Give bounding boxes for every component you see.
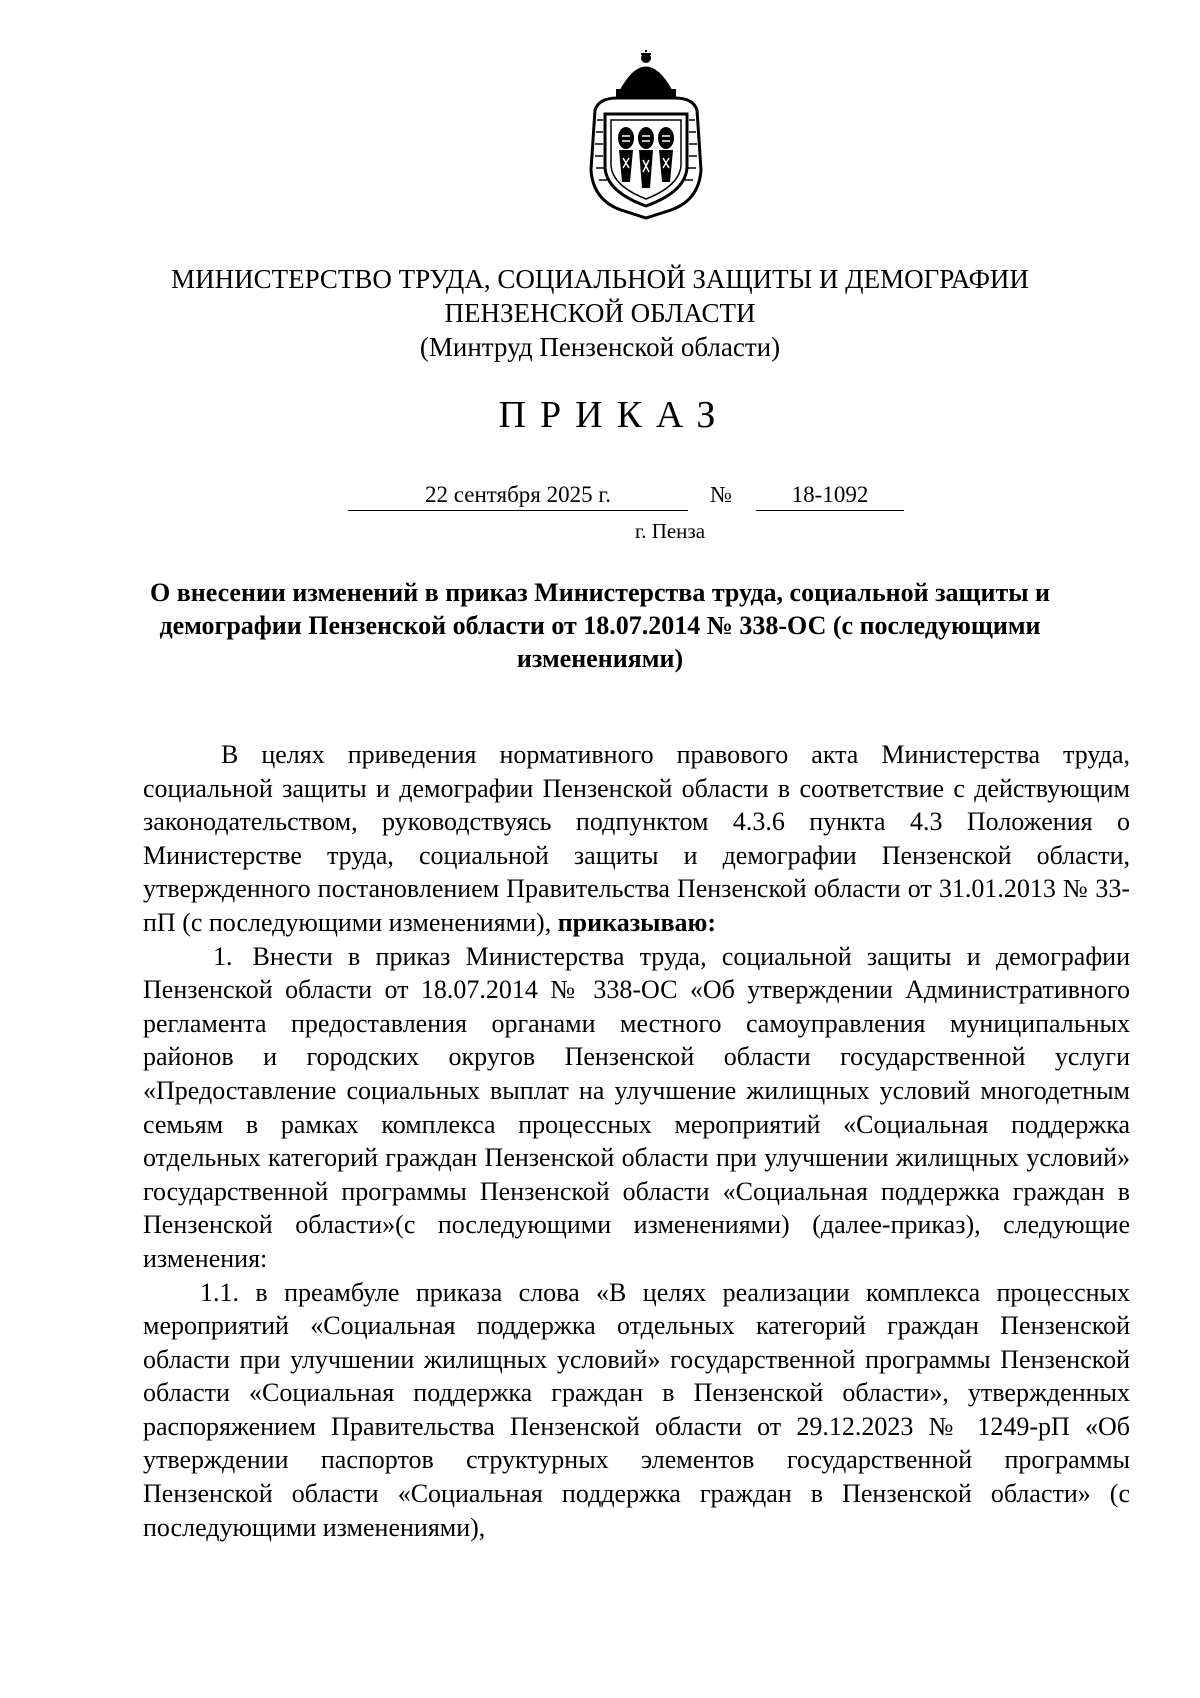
item-1-paragraph <box>143 940 1130 1276</box>
order-subject: О внесении изменений в приказ Министерства труда, социальной защиты и демографии Пензенской области от 18.07.2014 № 338-ОС (с последующими изменениями) <box>149 578 1051 673</box>
org-line-2: ПЕНЗЕНСКОЙ ОБЛАСТИ <box>444 298 756 328</box>
item-1-number: 1. <box>213 941 233 971</box>
item-1-text: Внести в приказ Министерства труда, социальной защиты и демографии Пензенской области от 18.07.2014 № 338-ОС «Об утверждении Административного регламента предоставления органами местного самоуправления муниципальных районов и городских округов Пензенской области государственной услуги «Предоставление социальных выплат на улучшение жилищных условий многодетным семьям в рамках комплекса процессных мероприятий «Социальная поддержка отдельных категорий граждан Пензенской области при улучшении жилищных условий» государственной программы Пензенской области «Социальная поддержка граждан в Пензенской области»(с последующими изменениями) (далее-приказ), следующие изменения: <box>143 941 1130 1273</box>
decree-word: приказываю: <box>557 907 717 937</box>
org-short-name: (Минтруд Пензенской области) <box>419 332 781 362</box>
item-1-1-paragraph: 1.1. в преамбуле приказа слова «В целях реализации комплекса процессных мероприятий «Социальная поддержка отдельных категорий граждан Пензенской области при улучшении жилищных условий» государственной программы Пензенской области «Социальная поддержка граждан в Пензенской области», утвержденных распоряжением Правительства Пензенской области от 29.12.2023 № 1249-рП «Об утверждении паспортов структурных элементов государственной программы Пензенской области «Социальная поддержка граждан в Пензенской области» (с последующими изменениями), <box>143 1277 1130 1542</box>
coat-of-arms-icon <box>581 50 711 220</box>
order-title: ПРИКАЗ <box>498 394 730 436</box>
number-sign: № <box>710 482 732 507</box>
preamble-paragraph <box>143 738 1130 940</box>
ministry-name <box>0 262 1200 364</box>
order-date: 22 сентября 2025 г. <box>348 480 688 511</box>
order-number: 18-1092 <box>756 480 904 511</box>
order-city: г. Пенза <box>634 519 706 543</box>
preamble-text: В целях приведения нормативного правового акта Министерства труда, социальной защиты и демографии Пензенской области в соответствие с действующим законодательством, руководствуясь подпунктом 4.3.6 пункта 4.3 Положения о Министерстве труда, социальной защиты и демографии Пензенской области, утвержденного постановлением Правительства Пензенской области от 31.01.2013 № 33-пП (с последующими изменениями), <box>143 740 1130 937</box>
org-line-1: МИНИСТЕРСТВО ТРУДА, СОЦИАЛЬНОЙ ЗАЩИТЫ И ДЕМОГРАФИИ <box>171 264 1029 294</box>
order-body <box>143 738 1130 1544</box>
